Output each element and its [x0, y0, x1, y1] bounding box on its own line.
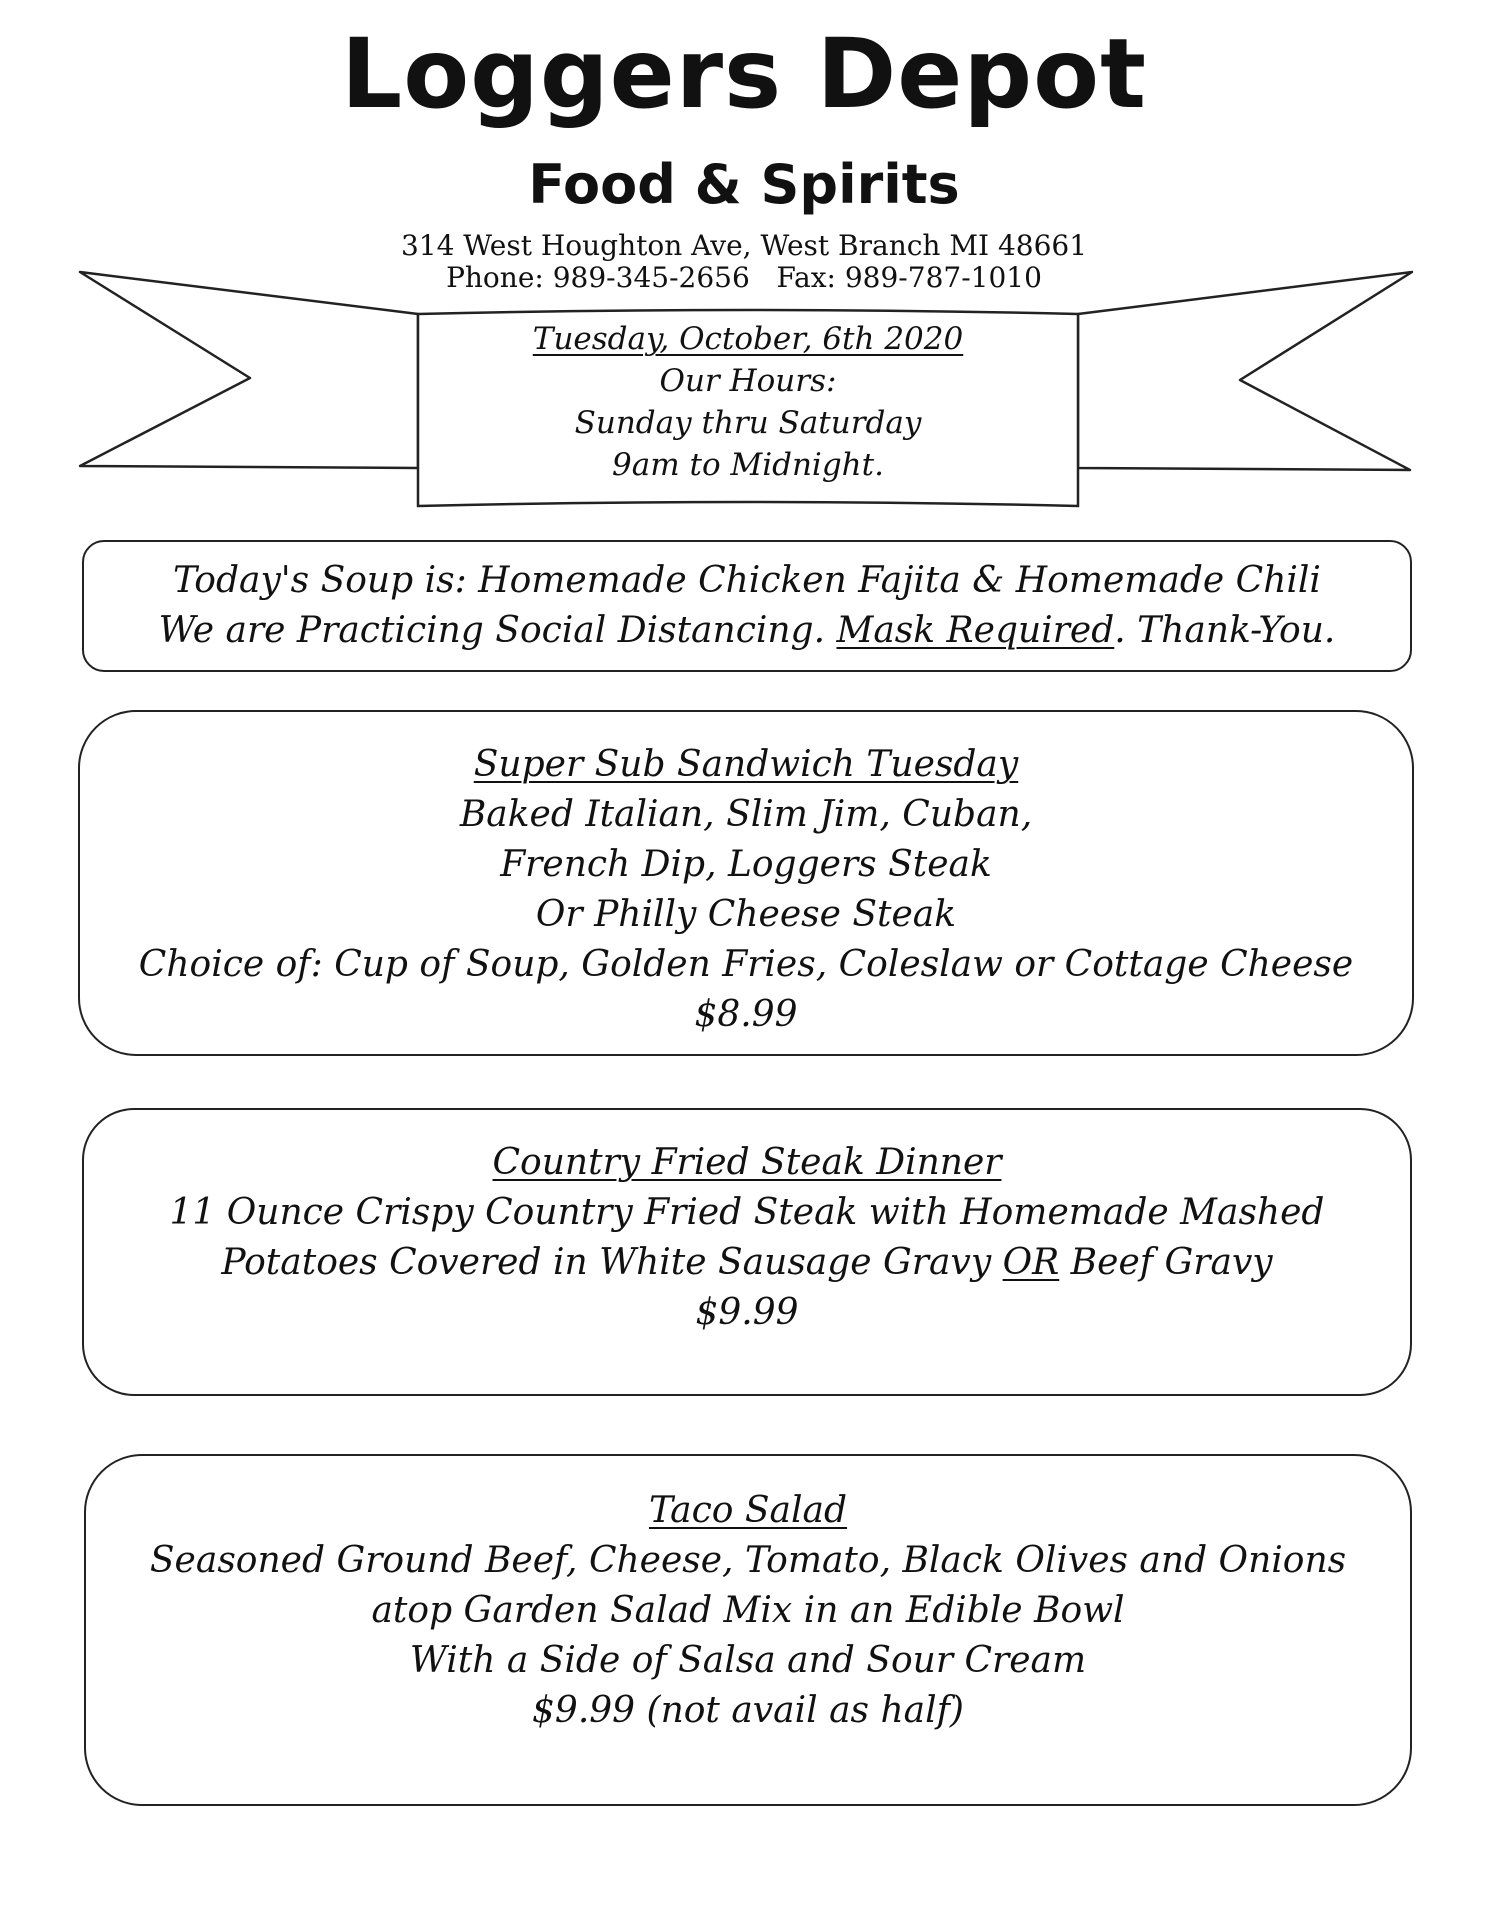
special-description: Seasoned Ground Beef, Cheese, Tomato, Black Olives and Onions	[149, 1540, 1347, 1581]
special-sub-box	[78, 710, 1414, 1056]
special-taco-box	[84, 1454, 1412, 1806]
banner-date: Tuesday, October, 6th 2020	[532, 321, 964, 357]
thank-you-text: . Thank-You.	[1114, 610, 1336, 651]
special-title: Country Fried Steak Dinner	[492, 1142, 1002, 1183]
gravy-text: Potatoes Covered in White Sausage Gravy	[221, 1242, 1003, 1283]
special-title: Taco Salad	[648, 1490, 848, 1531]
distancing-notice	[84, 606, 1410, 656]
notice-box	[82, 540, 1412, 672]
special-steak-box	[82, 1108, 1412, 1396]
ribbon-right-tail	[1078, 272, 1412, 470]
special-description: With a Side of Salsa and Sour Cream	[409, 1640, 1087, 1681]
special-description: Or Philly Cheese Steak	[535, 894, 957, 935]
mask-required: Mask Required	[836, 610, 1115, 651]
special-description: Baked Italian, Slim Jim, Cuban,	[459, 794, 1033, 835]
hours-banner	[418, 318, 1078, 486]
special-description: French Dip, Loggers Steak	[500, 844, 992, 885]
distancing-text: We are Practicing Social Distancing.	[158, 610, 837, 651]
address: 314 West Houghton Ave, West Branch MI 48661	[400, 229, 1088, 262]
restaurant-subtitle: Food & Spirits	[528, 153, 960, 216]
phone-fax: Phone: 989-345-2656 Fax: 989-787-1010	[446, 261, 1042, 294]
gravy-text: Beef Gravy	[1059, 1242, 1273, 1283]
hours-times: 9am to Midnight.	[612, 447, 884, 483]
gravy-or: OR	[1002, 1242, 1060, 1283]
special-price: $8.99	[694, 994, 798, 1035]
special-price: $9.99 (not avail as half)	[532, 1690, 964, 1731]
restaurant-title: Loggers Depot	[341, 18, 1147, 130]
special-description: atop Garden Salad Mix in an Edible Bowl	[371, 1590, 1125, 1631]
special-description: 11 Ounce Crispy Country Fried Steak with Homemade Mashed	[169, 1192, 1325, 1233]
special-description: Choice of: Cup of Soup, Golden Fries, Coleslaw or Cottage Cheese	[138, 944, 1354, 985]
special-price: $9.99	[695, 1292, 799, 1333]
ribbon-left-tail	[80, 272, 418, 468]
special-description	[84, 1238, 1410, 1288]
hours-label: Our Hours:	[659, 363, 837, 399]
hours-days: Sunday thru Saturday	[574, 405, 922, 441]
soup-of-the-day: Today's Soup is: Homemade Chicken Fajita & Homemade Chili	[173, 560, 1321, 601]
special-title: Super Sub Sandwich Tuesday	[473, 744, 1019, 785]
